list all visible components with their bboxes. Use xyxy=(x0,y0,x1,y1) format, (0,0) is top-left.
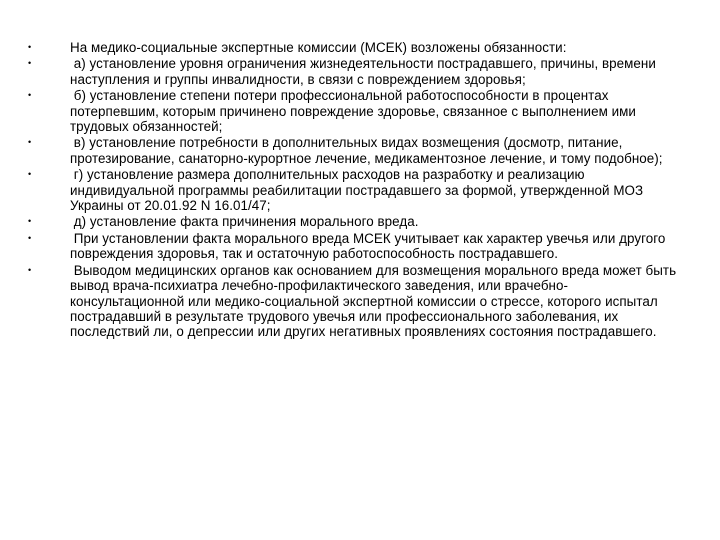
bullet-text-conclusion: Выводом медицинских органов как основанием для возмещения морального вреда может быть вывод врача-психиатра лечебно-профилактического заведения, или врачебно-консультационной или медико-социальной экспертной комиссии о стрессе, которого испытал пострадавший в результате трудового увечья или профессионального заболевания, их последствий ли, о депрессии или других негативных проявлениях состояния пострадавшего. xyxy=(70,262,680,340)
bullet-icon: • xyxy=(28,264,32,275)
bullet-icon: • xyxy=(28,232,32,243)
bullet-icon: • xyxy=(28,169,32,180)
bullet-icon: • xyxy=(28,137,32,148)
bullet-item-moral-harm xyxy=(28,231,678,262)
bullet-item-c xyxy=(28,135,678,166)
bullet-item-conclusion xyxy=(28,263,678,340)
bullet-icon: • xyxy=(28,216,32,227)
bullet-icon: • xyxy=(28,58,32,69)
bullet-text-e: д) установление факта причинения морального вреда. xyxy=(70,214,419,230)
bullet-item-intro xyxy=(28,40,678,55)
bullet-text-a: а) установление уровня ограничения жизнедеятельности пострадавшего, причины, времени наступления и группы инвалидности, в связи с повреждением здоровья; xyxy=(70,56,660,87)
bullet-item-d xyxy=(28,167,678,213)
bullet-text-intro: На медико-социальные экспертные комиссии (МСЕК) возложены обязанности: xyxy=(70,40,567,55)
bullet-list xyxy=(28,40,678,340)
bullet-item-b xyxy=(28,88,678,134)
bullet-item-e xyxy=(28,214,678,229)
bullet-text-d: г) установление размера дополнительных расходов на разработку и реализацию индивидуальной программы реабилитации пострадавшего за формой, утвержденной МОЗ Украины от 20.01.92 N 16.01/47; xyxy=(70,167,647,214)
bullet-icon: • xyxy=(28,42,32,52)
bullet-text-c: в) установление потребности в дополнительных видах возмещения (досмотр, питание, протезирование, санаторно-курортное лечение, медикаментозное лечение, и тому подобное); xyxy=(70,135,663,166)
bullet-text-b: б) установление степени потери профессиональной работоспособности в процентах потерпевшим, которым причинено повреждение здоровье, связанное с выполнением ими трудовых обязанностей; xyxy=(70,88,640,135)
bullet-item-a xyxy=(28,56,678,87)
bullet-icon: • xyxy=(28,90,32,101)
bullet-text-moral-harm: При установлении факта морального вреда МСЕК учитывает как характер увечья или другого повреждения здоровья, так и остаточную работоспособность пострадавшего. xyxy=(70,230,670,262)
